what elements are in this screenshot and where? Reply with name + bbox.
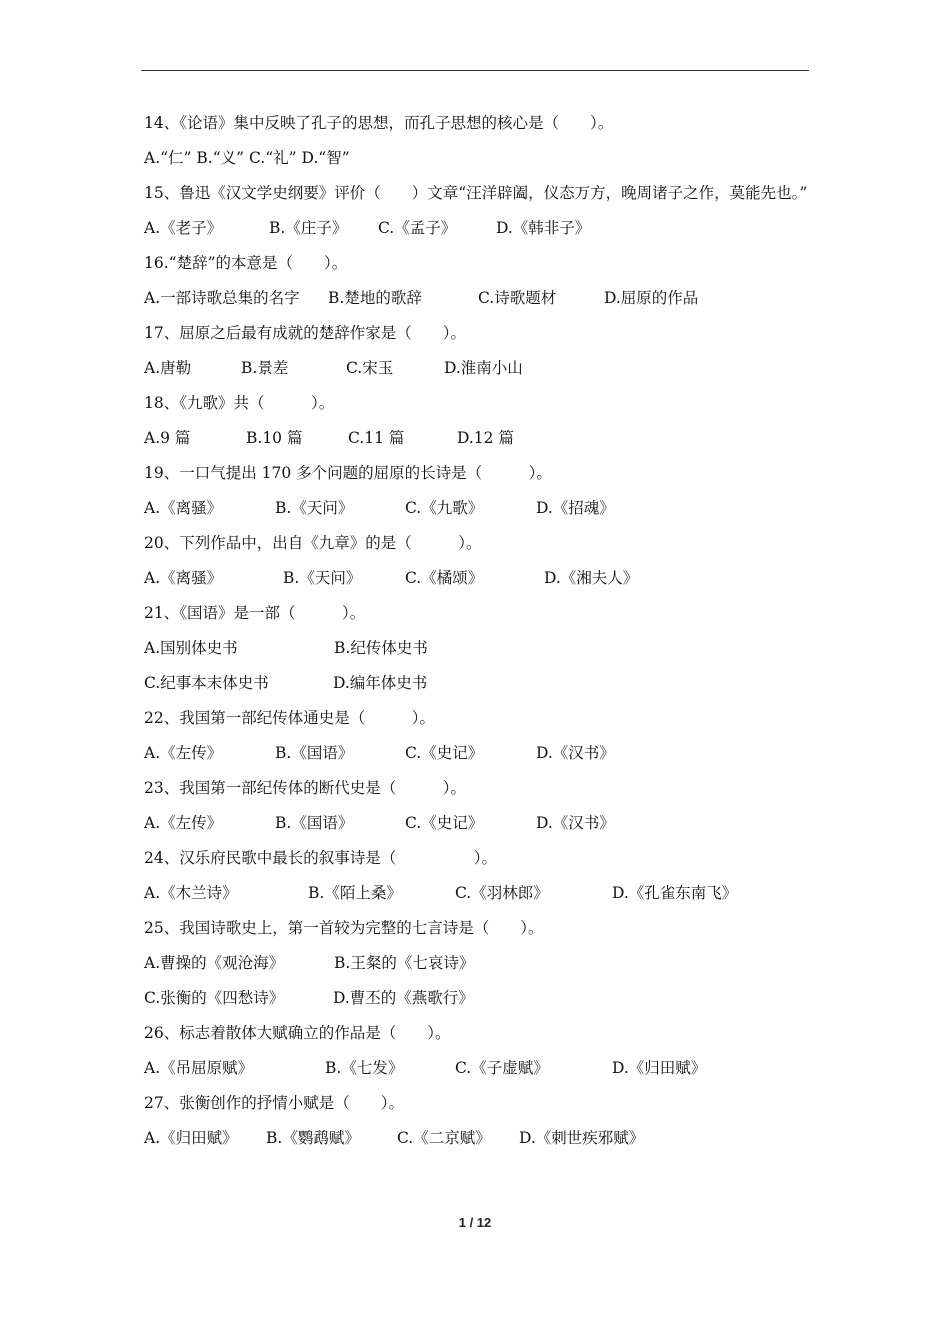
question-20: 20、下列作品中，出自《九章》的是（ ）。 [144,534,482,552]
option-c: C.《二京赋》 [397,1129,491,1147]
option-a: A.《左传》 [144,814,223,832]
option-b: B.王粲的《七哀诗》 [334,954,475,972]
header-rule [141,70,809,71]
options-23 [144,806,810,841]
option-d: D.《归田赋》 [612,1059,707,1077]
option-d: D.《湘夫人》 [544,569,639,587]
option-c: C.《史记》 [405,814,484,832]
option-a: A.《左传》 [144,744,223,762]
options-20 [144,561,810,596]
option-b: B.10 篇 [246,429,303,447]
option-a: A.9 篇 [144,429,191,447]
option-b: B.《陌上桑》 [308,884,402,902]
option-c: C.《羽林郎》 [455,884,549,902]
option-b: B.《天问》 [283,569,362,587]
option-a: A.曹操的《观沧海》 [144,954,285,972]
option-a: A.唐勒 [144,359,192,377]
question-18: 18、《九歌》共（ ）。 [144,394,335,412]
option-a: A.《离骚》 [144,569,223,587]
option-b: B.楚地的歌辞 [328,289,422,307]
option-a: A.《离骚》 [144,499,223,517]
options-15 [144,211,810,246]
option-d: D.《汉书》 [536,814,615,832]
option-c: C.《子虚赋》 [455,1059,549,1077]
option-b: B.纪传体史书 [334,639,428,657]
option-c: C.《孟子》 [378,219,457,237]
options-24 [144,876,810,911]
option-b: B.《国语》 [275,744,354,762]
question-25: 25、我国诗歌史上，第一首较为完整的七言诗是（ ）。 [144,919,544,937]
question-19: 19、一口气提出 170 多个问题的屈原的长诗是（ ）。 [144,464,552,482]
option-b: B.《七发》 [325,1059,404,1077]
question-26: 26、标志着散体大赋确立的作品是（ ）。 [144,1024,451,1042]
options-19 [144,491,810,526]
option-d: D.屈原的作品 [604,289,699,307]
option-d: D.《汉书》 [536,744,615,762]
options-27 [144,1121,810,1156]
option-b: B.《国语》 [275,814,354,832]
option-a: A.《老子》 [144,219,223,237]
option-c: C.张衡的《四愁诗》 [144,989,285,1007]
options-17 [144,351,810,386]
options-26 [144,1051,810,1086]
option-d: D.《韩非子》 [496,219,591,237]
option-a: A.《吊屈原赋》 [144,1059,254,1077]
option-c: C.《史记》 [405,744,484,762]
options-22 [144,736,810,771]
option-b: B.《鹦鹉赋》 [266,1129,360,1147]
question-14: 14、《论语》集中反映了孔子的思想，而孔子思想的核心是（ ）。 [144,114,614,132]
options-18 [144,421,810,456]
option-a: A.国别体史书 [144,639,238,657]
question-15: 15、鲁迅《汉文学史纲要》评价（ ）文章“汪洋辟阖，仪态万方，晚周诸子之作，莫能先也。” [144,184,808,202]
option-c: C.诗歌题材 [478,289,557,307]
option-c: C.纪事本末体史书 [144,674,269,692]
question-27: 27、张衡创作的抒情小赋是（ ）。 [144,1094,404,1112]
option-d: D.《孔雀东南飞》 [612,884,738,902]
option-b: B.《天问》 [275,499,354,517]
option-b: B.景差 [241,359,289,377]
option-c: C.宋玉 [346,359,394,377]
question-23: 23、我国第一部纪传体的断代史是（ ）。 [144,779,466,797]
option-a: A.一部诗歌总集的名字 [144,289,300,307]
option-d: D.12 篇 [457,429,514,447]
options-25-row1 [144,946,810,981]
page-number: 1 / 12 [458,1215,492,1230]
option-b: B.《庄子》 [269,219,348,237]
question-24: 24、汉乐府民歌中最长的叙事诗是（ ）。 [144,849,497,867]
question-22: 22、我国第一部纪传体通史是（ ）。 [144,709,435,727]
options-21-row1 [144,631,810,666]
options-21-row2 [144,666,810,701]
option-d: D.编年体史书 [333,674,428,692]
option-line-14: A.“仁” B.“义” C.“礼” D.“智” [144,149,350,167]
option-a: A.《归田赋》 [144,1129,238,1147]
option-c: C.《橘颂》 [405,569,484,587]
question-list [144,106,810,1156]
option-d: D.淮南小山 [444,359,523,377]
option-c: C.《九歌》 [405,499,484,517]
question-21: 21、《国语》是一部（ ）。 [144,604,366,622]
options-14 [144,141,810,176]
option-d: D.曹丕的《燕歌行》 [333,989,474,1007]
options-25-row2 [144,981,810,1016]
option-c: C.11 篇 [348,429,405,447]
options-16 [144,281,810,316]
option-a: A.《木兰诗》 [144,884,238,902]
option-d: D.《招魂》 [536,499,615,517]
option-d: D.《刺世疾邪赋》 [519,1129,645,1147]
question-16: 16.“楚辞”的本意是（ ）。 [144,254,348,272]
question-17: 17、屈原之后最有成就的楚辞作家是（ ）。 [144,324,466,342]
